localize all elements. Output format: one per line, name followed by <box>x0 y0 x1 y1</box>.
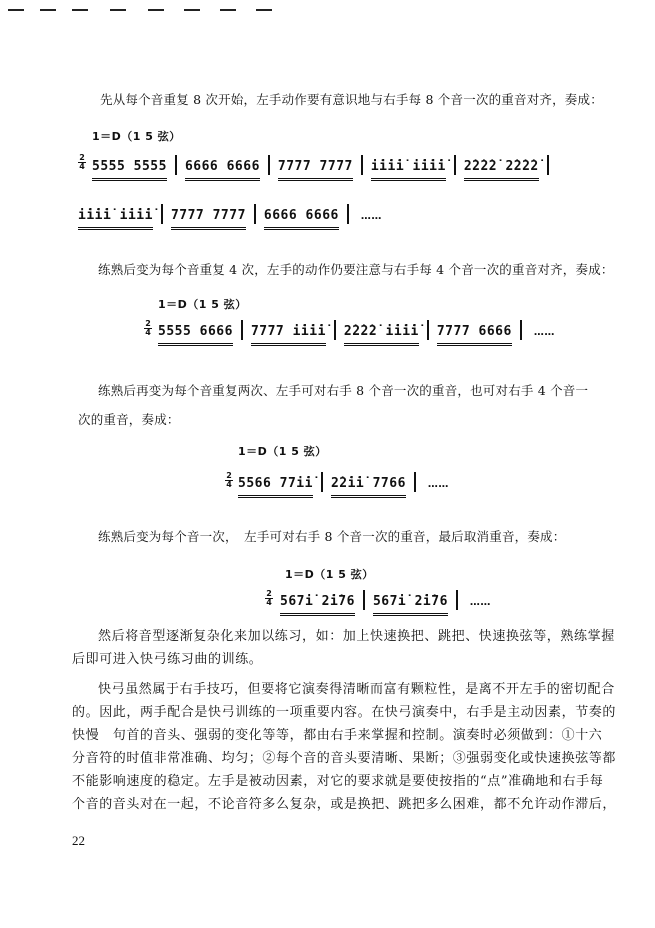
paragraph-6-line-3: 快慢 句首的音头、强弱的变化等等，都由右手来掌握和控制。演奏时必须做到：①十六 <box>72 728 603 743</box>
barline <box>427 320 429 340</box>
time-signature-ex4: 2 4 <box>266 589 272 607</box>
paragraph-5-line-2: 后即可进入快弓练习曲的训练。 <box>72 652 263 667</box>
barline <box>161 204 163 224</box>
measure: 7777 7777 <box>278 159 353 181</box>
notation-line-ex3 <box>238 472 449 498</box>
paragraph-6-line-6: 个音的音头对在一起，不论音符多么复杂，或是换把、跳把多么困难，都不允许动作滞后， <box>72 797 617 812</box>
continuation-mark: …… <box>533 327 555 338</box>
measure: 2̇2̇2̇2̇ i̇i̇i̇i̇ <box>344 324 419 346</box>
measure: 5555 6666 <box>158 324 233 346</box>
barline <box>241 320 243 340</box>
barline <box>454 155 456 175</box>
barline <box>363 590 365 610</box>
measure: 6666 6666 <box>185 159 260 181</box>
measure: 7777 i̇i̇i̇i̇ <box>251 324 326 346</box>
barline <box>254 204 256 224</box>
paragraph-3-line-2: 次的重音，奏成： <box>78 412 180 427</box>
paragraph-3-line-1: 练熟后再变为每个音重复两次、左手可对右手 8 个音一次的重音，也可对右手 4 个音一 <box>98 383 589 398</box>
paragraph-6-line-5: 不能影响速度的稳定。左手是被动因素，对它的要求就是要使按指的“点”准确地和右手每 <box>72 774 604 789</box>
measure: 2̇2̇i̇i̇ 7766 <box>331 476 406 498</box>
paragraph-4: 练熟后变为每个音一次， 左手可对右手 8 个音一次的重音，最后取消重音，奏成： <box>98 529 566 544</box>
notation-line-ex4 <box>280 590 491 616</box>
measure: 2̇2̇2̇2̇ 2̇2̇2̇2̇ <box>464 159 539 181</box>
barline <box>347 204 349 224</box>
paragraph-6-line-4: 分音符的时值非常准确、均匀；②每个音的音头要清晰、果断；③强弱变化或快速换弦等都 <box>72 751 617 766</box>
key-signature-ex1: 1＝D（1 5 弦） <box>92 130 181 143</box>
measure: 5566 77i̇i̇ <box>238 476 313 498</box>
barline <box>268 155 270 175</box>
paragraph-6-line-1: 快弓虽然属于右手技巧，但要将它演奏得清晰而富有颗粒性，是离不开左手的密切配合 <box>98 682 615 697</box>
page-number: 22 <box>72 833 85 848</box>
measure: 567i̇ 2̇i̇76 <box>280 594 355 616</box>
measure: 7777 7777 <box>171 208 246 230</box>
barline <box>175 155 177 175</box>
paragraph-2: 练熟后变为每个音重复 4 次，左手的动作仍要注意与右手每 4 个音一次的重音对齐，奏成： <box>98 262 614 277</box>
measure: i̇i̇i̇i̇ i̇i̇i̇i̇ <box>78 208 153 230</box>
key-signature-ex2: 1＝D（1 5 弦） <box>158 298 247 311</box>
notation-line-ex2 <box>158 320 555 346</box>
time-signature-ex1: 2 4 <box>79 153 85 171</box>
barline <box>456 590 458 610</box>
barline <box>414 472 416 492</box>
measure: 567i̇ 2̇i̇76 <box>373 594 448 616</box>
measure: i̇i̇i̇i̇ i̇i̇i̇i̇ <box>371 159 446 181</box>
barline <box>321 472 323 492</box>
time-signature-ex3: 2 4 <box>226 471 232 489</box>
continuation-mark: …… <box>469 597 491 608</box>
time-signature-ex2: 2 4 <box>145 319 151 337</box>
measure: 5555 5555 <box>92 159 167 181</box>
notation-line-ex1-a <box>92 155 557 181</box>
continuation-mark: …… <box>360 211 382 222</box>
barline <box>361 155 363 175</box>
paragraph-6-line-2: 的。因此，两手配合是快弓训练的一项重要内容。在快弓演奏中，右手是主动因素，节奏的 <box>72 705 617 720</box>
barline <box>334 320 336 340</box>
barline <box>547 155 549 175</box>
notation-line-ex1-b <box>78 204 382 230</box>
measure: 7777 6666 <box>437 324 512 346</box>
key-signature-ex3: 1＝D（1 5 弦） <box>238 445 327 458</box>
continuation-mark: …… <box>427 479 449 490</box>
barline <box>520 320 522 340</box>
key-signature-ex4: 1＝D（1 5 弦） <box>285 568 374 581</box>
measure: 6666 6666 <box>264 208 339 230</box>
paragraph-1: 先从每个音重复 8 次开始，左手动作要有意识地与右手每 8 个音一次的重音对齐，奏成： <box>100 92 603 107</box>
paragraph-5-line-1: 然后将音型逐渐复杂化来加以练习，如：加上快速换把、跳把、快速换弦等，熟练掌握 <box>98 629 615 644</box>
